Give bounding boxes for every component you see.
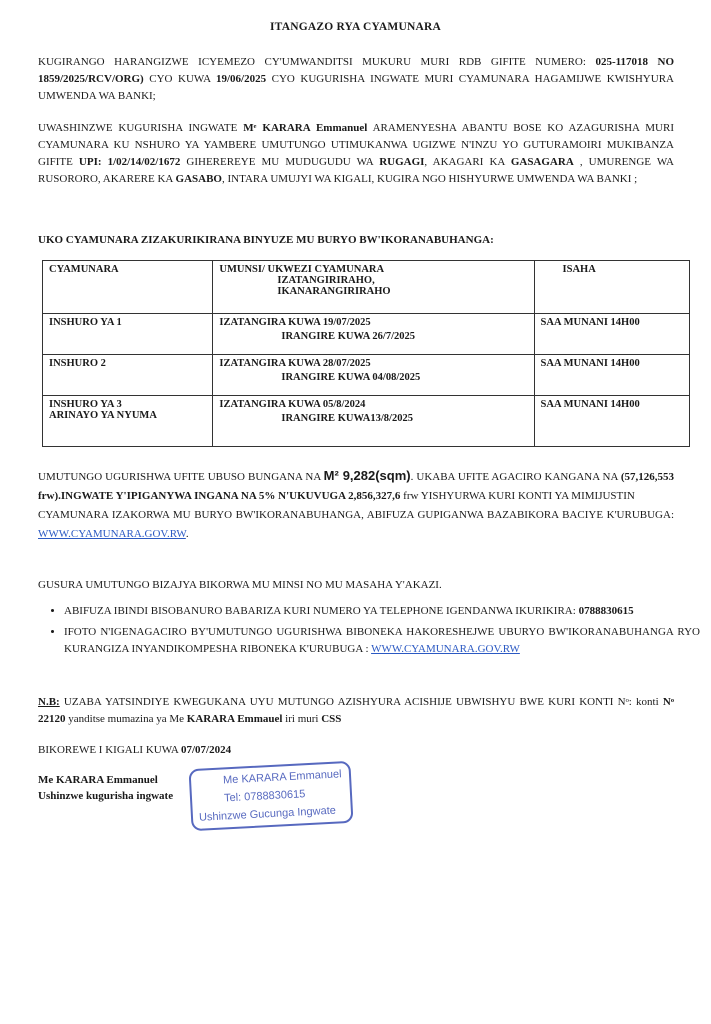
auction-schedule-table bbox=[42, 260, 690, 447]
row-round bbox=[43, 355, 213, 396]
start-date: IZATANGIRA KUWA 05/8/2024 bbox=[219, 399, 366, 410]
cell-name: GASAGARA bbox=[510, 156, 574, 168]
table-row bbox=[43, 396, 690, 447]
row-dates bbox=[213, 314, 534, 355]
row-dates bbox=[213, 355, 534, 396]
row-round bbox=[43, 314, 213, 355]
agent-name: Mᵉ KARARA Emmanuel bbox=[243, 122, 368, 134]
text: . bbox=[185, 528, 189, 540]
text: CYO KUGURISHA INGWATE MURI CYAMUNARA HAGAMIJWE KWISHYURA UMWENDA WA BANKI; bbox=[38, 73, 674, 102]
phone-number: 0788830615 bbox=[578, 605, 634, 617]
list-item bbox=[64, 624, 700, 658]
paragraph-announcement bbox=[38, 120, 674, 188]
district-name: GASABO bbox=[175, 173, 222, 185]
header-label: IZATANGIRIRAHO, bbox=[277, 275, 375, 286]
round-sublabel: ARINAYO YA NYUMA bbox=[49, 410, 157, 421]
schedule-heading: UKO CYAMUNARA ZIZAKURIKIRANA BINYUZE MU BURYO BW'IKORANABUHANGA: bbox=[38, 234, 494, 246]
text: CYO KUWA bbox=[143, 73, 216, 85]
row-round bbox=[43, 396, 213, 447]
header-cell-dates bbox=[213, 261, 534, 314]
property-value: (57,126,553 frw).INGWATE Y'IPIGANYWA INGANA NA 5% N'UKUVUGA 2,856,327,6 bbox=[38, 471, 674, 502]
text: , INTARA UMUJYI WA KIGALI, KUGIRA NGO HISHYURWE UMWENDA WA BANKI ; bbox=[222, 173, 638, 185]
list-item bbox=[64, 603, 700, 620]
paragraph-rdb-decision bbox=[38, 54, 674, 105]
round-label: INSHURO YA 1 bbox=[49, 317, 122, 328]
header-cell-auction bbox=[43, 261, 213, 314]
text: frw YISHYURWA KURI KONTI YA MIMIJUSTIN bbox=[400, 490, 635, 502]
time-value: SAA MUNANI 14H00 bbox=[540, 317, 640, 328]
text: ABIFUZA IBINDI BISOBANURO BABARIZA KURI NUMERO YA TELEPHONE IGENDANWA IKURIKIRA: bbox=[64, 605, 579, 617]
issue-date: 07/07/2024 bbox=[180, 744, 232, 756]
village-name: RUGAGI bbox=[379, 156, 425, 168]
text: UZABA YATSINDIYE KWEGUKANA UYU MUTUNGO AZISHYURA ACISHIJE UBWISHYU BWE KURI KONTI Nᵒ: konti bbox=[59, 696, 663, 708]
start-date: IZATANGIRA KUWA 28/07/2025 bbox=[219, 358, 371, 369]
cyamunara-website-link[interactable]: WWW.CYAMUNARA.GOV.RW bbox=[38, 528, 186, 540]
end-date: IRANGIRE KUWA 26/7/2025 bbox=[281, 331, 415, 342]
text: GIHEREREYE MU MUDUGUDU WA bbox=[180, 156, 380, 168]
row-dates bbox=[213, 396, 534, 447]
header-label: CYAMUNARA bbox=[49, 264, 119, 275]
row-time bbox=[534, 314, 689, 355]
official-stamp bbox=[188, 761, 353, 831]
text: , UMURENGE WA RUSORORO, AKARERE KA bbox=[38, 156, 674, 185]
signer-role: Ushinzwe kugurisha ingwate bbox=[38, 790, 174, 802]
header-label: IKANARANGIRIRAHO bbox=[277, 286, 391, 297]
signature-block bbox=[38, 772, 173, 804]
text: IFOTO N'IGENAGACIRO BY'UMUTUNGO UGURISHWA BIBONEKA HAKORESHEJWE UBURYO BW'IKORANABUHANGA RYO KURANGIZA INYANDIKOMPESHA RIBONEKA K'URUBUGA : bbox=[64, 626, 700, 655]
text: , AKAGARI KA bbox=[424, 156, 511, 168]
text: BIKOREWE I KIGALI KUWA bbox=[38, 744, 181, 756]
issue-date-line bbox=[38, 742, 674, 759]
decision-number: 025-117018 NO 1859/2025/RCV/ORG) bbox=[38, 56, 674, 85]
header-label: UMUNSI/ UKWEZI CYAMUNARA bbox=[219, 264, 385, 275]
stamp-line: Ushinzwe Gucunga Ingwate bbox=[198, 804, 337, 824]
text: UMUTUNGO UGURISHWA UFITE UBUSO BUNGANA NA bbox=[38, 471, 324, 483]
time-value: SAA MUNANI 14H00 bbox=[540, 399, 640, 410]
end-date: IRANGIRE KUWA13/8/2025 bbox=[281, 413, 413, 424]
stamp-line: Tel: 0788830615 bbox=[223, 788, 306, 805]
text: ARAMENYESHA ABANTU BOSE KO AZAGURISHA MURI CYAMUNARA KU NSHURO YA YAMBERE UMUTUNGO UTIMUKANWA UGIZWE N'INZU YO GUTURAMOIRI MUKIBANZA GIFITE bbox=[38, 122, 674, 168]
end-date: IRANGIRE KUWA 04/08/2025 bbox=[281, 372, 421, 383]
paragraph-visit-info: GUSURA UMUTUNGO BIZAJYA BIKORWA MU MINSI NO MU MASAHA Y'AKAZI. bbox=[38, 579, 442, 591]
header-label: ISAHA bbox=[562, 264, 596, 275]
signer-name: Me KARARA Emmanuel bbox=[38, 774, 158, 786]
account-holder: KARARA Emmauel bbox=[186, 713, 283, 725]
text: UWASHINZWE KUGURISHA INGWATE bbox=[38, 122, 244, 134]
text: KUGIRANGO HARANGIZWE ICYEMEZO CY'UMWANDITSI MUKURU MURI RDB GIFITE NUMERO: bbox=[38, 56, 596, 68]
table-row bbox=[43, 355, 690, 396]
table-header-row bbox=[43, 261, 690, 314]
row-time bbox=[534, 355, 689, 396]
text: iri muri bbox=[282, 713, 322, 725]
cyamunara-website-link[interactable]: WWW.CYAMUNARA.GOV.RW bbox=[371, 643, 520, 655]
start-date: IZATANGIRA KUWA 19/07/2025 bbox=[219, 317, 371, 328]
text: . UKABA UFITE AGACIRO KANGANA NA bbox=[410, 471, 621, 483]
document-title: ITANGAZO RYA CYAMUNARA bbox=[270, 21, 441, 33]
nb-label: N.B: bbox=[38, 696, 60, 708]
text: yanditse mumazina ya Me bbox=[65, 713, 187, 725]
round-label: INSHURO 2 bbox=[49, 358, 106, 369]
paragraph-nb bbox=[38, 694, 674, 728]
decision-date: 19/06/2025 bbox=[215, 73, 267, 85]
table-row bbox=[43, 314, 690, 355]
account-number: Nᵒ 22120 bbox=[38, 696, 674, 725]
time-value: SAA MUNANI 14H00 bbox=[540, 358, 640, 369]
round-label: INSHURO YA 3 bbox=[49, 399, 122, 410]
info-bullet-list bbox=[38, 603, 700, 662]
property-area: M² 9,282(sqm) bbox=[323, 468, 411, 483]
text: CYAMUNARA IZAKORWA MU BURYO BW'IKORANABUHANGA, ABIFUZA GUPIGANWA BAZABIKORA BACIYE K'URUBUGA: bbox=[38, 509, 674, 521]
header-cell-time bbox=[534, 261, 689, 314]
paragraph-property-value bbox=[38, 466, 674, 544]
stamp-line: Me KARARA Emmanuel bbox=[222, 768, 342, 787]
row-time bbox=[534, 396, 689, 447]
bank-name: CSS bbox=[321, 713, 342, 725]
upi-number: UPI: 1/02/14/02/1672 bbox=[78, 156, 181, 168]
